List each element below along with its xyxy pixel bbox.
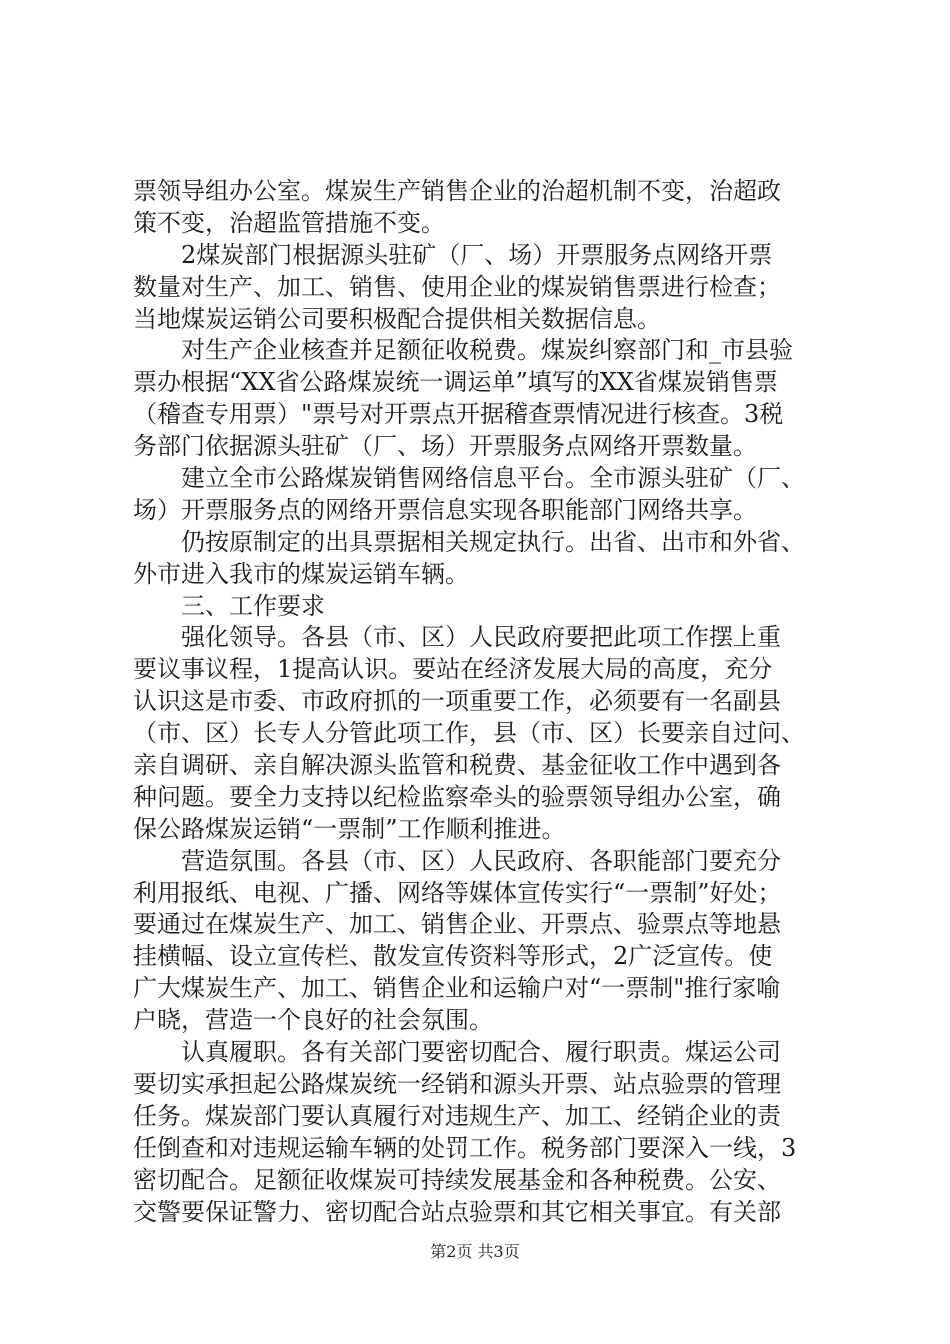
text-line: 对生产企业核查并足额征收税费。煤炭纠察部门和_市县验 [133,336,793,365]
text-line: 亲自调研、亲自解决源头监管和税费、基金征收工作中遇到各 [133,751,781,780]
text-line: 强化领导。各县（市、区）人民政府要把此项工作摆上重 [133,623,781,652]
text-line: 保公路煤炭运销“一票制”工作顺利推进。 [133,814,566,843]
text-line: 建立全市公路煤炭销售网络信息平台。全市源头驻矿（厂、 [133,464,805,493]
text-line: 策不变，治超监管措施不变。 [133,208,445,237]
text-line: 广大煤炭生产、加工、销售企业和运输户对“一票制"推行家喻 [133,974,781,1003]
text-line: （稽查专用票）"票号对开票点开据稽查票情况进行核查。3税 [133,400,784,429]
text-line: 三、工作要求 [133,591,325,620]
text-line: （市、区）长专人分管此项工作，县（市、区）长要亲自过问、 [133,719,805,748]
text-line: 数量对生产、加工、销售、使用企业的煤炭销售票进行检查； [133,272,781,301]
text-line: 要通过在煤炭生产、加工、销售企业、开票点、验票点等地悬 [133,910,781,939]
text-line: 票办根据“XX省公路煤炭统一调运单”填写的XX省煤炭销售票 [133,368,778,397]
text-line: 密切配合。足额征收煤炭可持续发展基金和各种税费。公安、 [133,1165,781,1194]
document-body [133,176,829,1228]
text-line: 场）开票服务点的网络开票信息实现各职能部门网络共享。 [133,495,757,524]
text-line: 户晓，营造一个良好的社会氛围。 [133,1006,493,1035]
text-line: 挂横幅、设立宣传栏、散发宣传资料等形式，2广泛宣传。使 [133,942,773,971]
text-line: 认识这是市委、市政府抓的一项重要工作，必须要有一名副县 [133,687,781,716]
text-line: 营造氛围。各县（市、区）人民政府、各职能部门要充分 [133,846,781,875]
page-footer: 第2页 共3页 [430,1242,520,1261]
text-line: 当地煤炭运销公司要积极配合提供相关数据信息。 [133,304,661,333]
text-line: 任倒查和对违规运输车辆的处罚工作。税务部门要深入一线，3 [133,1133,797,1162]
text-line: 利用报纸、电视、广播、网络等媒体宣传实行“一票制”好处； [133,878,782,907]
text-line: 种问题。要全力支持以纪检监察牵头的验票领导组办公室，确 [133,782,781,811]
text-line: 要切实承担起公路煤炭统一经销和源头开票、站点验票的管理 [133,1069,781,1098]
text-line: 务部门依据源头驻矿（厂、场）开票服务点网络开票数量。 [133,432,757,461]
text-line: 票领导组办公室。煤炭生产销售企业的治超机制不变，治超政 [133,177,781,205]
text-line: 认真履职。各有关部门要密切配合、履行职责。煤运公司 [133,1038,781,1067]
text-line: 交警要保证警力、密切配合站点验票和其它相关事宜。有关部 [133,1197,781,1226]
text-line: 2煤炭部门根据源头驻矿（厂、场）开票服务点网络开票 [133,240,773,269]
text-line: 外市进入我市的煤炭运销车辆。 [133,559,469,588]
text-line: 要议事议程，1提高认识。要站在经济发展大局的高度，充分 [133,655,773,684]
text-line: 任务。煤炭部门要认真履行对违规生产、加工、经销企业的责 [133,1101,781,1130]
text-line: 仍按原制定的出具票据相关规定执行。出省、出市和外省、 [133,527,805,556]
